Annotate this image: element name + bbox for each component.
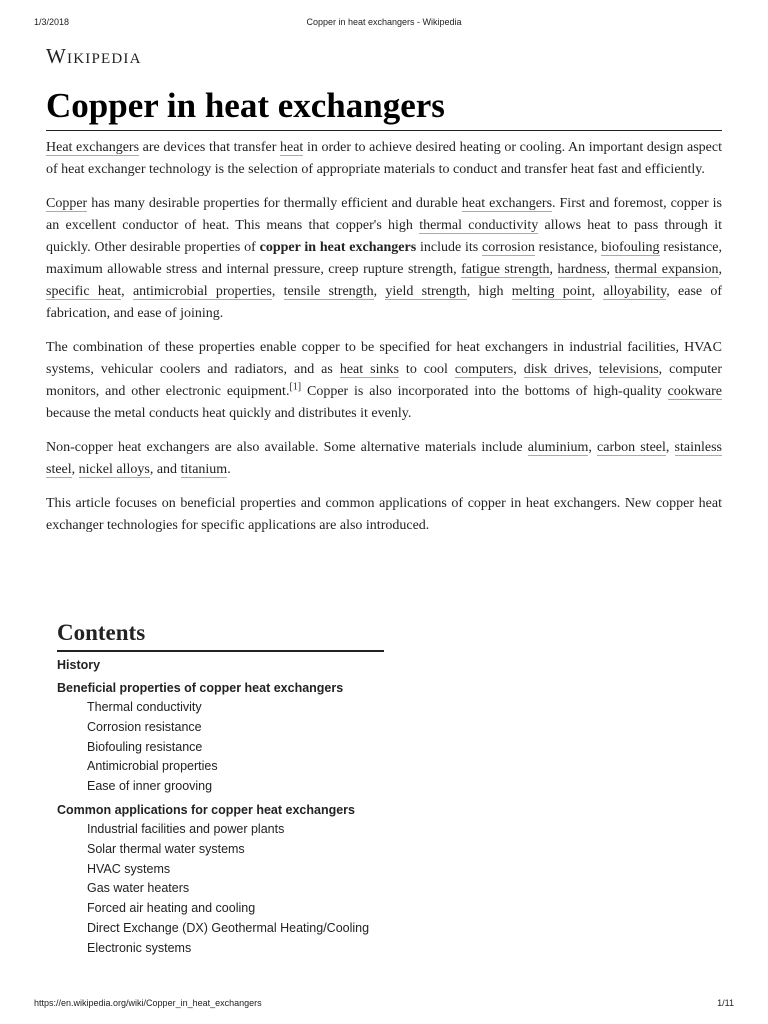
- link-thermal-expansion[interactable]: thermal expansion: [614, 262, 719, 277]
- text: allows heat to pass through it quickly. Other desirable properties of: [46, 218, 723, 255]
- toc-item-common-applications[interactable]: Common applications for copper heat exchangers: [57, 802, 355, 817]
- text: ,: [665, 440, 675, 455]
- link-tensile-strength[interactable]: tensile strength: [283, 284, 374, 299]
- text: . First and foremost, copper is an excellent conductor of heat. This means that copper's high: [46, 196, 722, 233]
- link-corrosion[interactable]: corrosion: [481, 240, 535, 255]
- print-header: [34, 17, 734, 27]
- toc-subitem[interactable]: Corrosion resistance: [87, 719, 202, 734]
- toc-subitem[interactable]: Ease of inner grooving: [87, 779, 213, 794]
- print-page-number: 1/11: [717, 998, 734, 1008]
- link-titanium[interactable]: titanium: [180, 462, 228, 477]
- paragraph-alternatives: [46, 437, 722, 481]
- text: ,: [121, 284, 133, 299]
- link-antimicrobial-properties[interactable]: antimicrobial properties: [132, 284, 272, 299]
- toc-subitem[interactable]: Direct Exchange (DX) Geothermal Heating/Cooling: [87, 920, 370, 935]
- toc-subitem[interactable]: Antimicrobial properties: [87, 759, 218, 774]
- print-footer: [34, 998, 734, 1008]
- link-heat-sinks[interactable]: heat sinks: [339, 362, 399, 377]
- text: include its: [416, 240, 482, 255]
- text: The combination of these properties enable copper to be specified for heat exchangers in industrial facilities, HVAC systems, vehicular coolers and radiators, and as: [46, 340, 722, 377]
- text: ,: [513, 362, 524, 377]
- text: , ease of fabrication, and ease of joining.: [46, 284, 723, 321]
- text: resistance, maximum allowable stress and internal pressure, creep rupture strength,: [46, 240, 722, 277]
- link-aluminium[interactable]: aluminium: [527, 440, 589, 455]
- text: , and: [149, 462, 181, 477]
- link-yield-strength[interactable]: yield strength: [385, 284, 467, 299]
- bold-term: copper in heat exchangers: [259, 240, 417, 255]
- toc-subitem[interactable]: Electronic systems: [87, 940, 192, 955]
- toc-item-beneficial-properties[interactable]: Beneficial properties of copper heat exchangers: [57, 681, 344, 695]
- print-date: 1/3/2018: [34, 17, 70, 27]
- text: Copper is also incorporated into the bottoms of high-quality: [301, 384, 668, 399]
- text: .: [227, 462, 231, 477]
- text: in order to achieve desired heating or cooling. An important design aspect of heat exchanger technology is the selection of appropriate materials to conduct and transfer heat fast and efficiently.: [46, 140, 722, 177]
- text: because the metal conducts heat quickly and distributes it evenly.: [46, 406, 412, 421]
- text: This article focuses on beneficial properties and common applications of copper in heat exchangers. New copper heat exchanger technologies for specific applications are also introduced.: [46, 496, 722, 533]
- link-biofouling[interactable]: biofouling: [601, 240, 660, 255]
- link-thermal-conductivity[interactable]: thermal conductivity: [419, 218, 539, 233]
- text: , high: [466, 284, 512, 299]
- text: ,: [549, 262, 558, 277]
- link-nickel-alloys[interactable]: nickel alloys: [78, 462, 150, 477]
- link-specific-heat[interactable]: specific heat: [46, 284, 122, 299]
- paragraph-intro: [46, 137, 722, 181]
- print-url: https://en.wikipedia.org/wiki/Copper_in_heat_exchangers: [34, 998, 262, 1008]
- text: ,: [71, 462, 79, 477]
- link-televisions[interactable]: televisions: [598, 362, 659, 377]
- toc-subitem[interactable]: HVAC systems: [87, 861, 171, 876]
- toc-subitem[interactable]: Solar thermal water systems: [87, 841, 245, 856]
- page-title: Copper in heat exchangers: [46, 86, 722, 131]
- link-cookware[interactable]: cookware: [667, 384, 722, 399]
- link-melting-point[interactable]: melting point: [511, 284, 592, 299]
- text: , computer monitors, and other electronic equipment.: [46, 362, 723, 399]
- text: ,: [591, 284, 604, 299]
- text: ,: [588, 440, 598, 455]
- link-heat-exchangers[interactable]: Heat exchangers: [46, 140, 140, 155]
- text: ,: [271, 284, 284, 299]
- toc-subitem[interactable]: Biofouling resistance: [87, 739, 203, 754]
- text: are devices that transfer: [139, 140, 280, 155]
- link-computers[interactable]: computers: [454, 362, 514, 377]
- link-hardness[interactable]: hardness: [557, 262, 607, 277]
- paragraph-applications: [46, 337, 722, 425]
- link-heat-exchangers-2[interactable]: heat exchangers: [461, 196, 553, 211]
- toc-item-history[interactable]: History: [57, 658, 101, 672]
- text: to cool: [398, 362, 455, 377]
- toc-subitem[interactable]: Gas water heaters: [87, 881, 190, 896]
- paragraph-scope: [46, 493, 722, 537]
- print-page-title: Copper in heat exchangers - Wikipedia: [306, 17, 462, 27]
- text: ,: [606, 262, 615, 277]
- paragraph-properties: [46, 193, 722, 325]
- toc-subitem[interactable]: Forced air heating and cooling: [87, 901, 256, 916]
- link-heat[interactable]: heat: [279, 140, 304, 155]
- toc-subitem[interactable]: Industrial facilities and power plants: [87, 821, 285, 836]
- link-copper[interactable]: Copper: [46, 196, 88, 211]
- toc-subitem[interactable]: Thermal conductivity: [87, 700, 202, 714]
- link-fatigue-strength[interactable]: fatigue strength: [461, 262, 550, 277]
- text: ,: [718, 262, 723, 277]
- toc-list: [57, 656, 384, 959]
- article-body: [46, 137, 722, 549]
- text: ,: [588, 362, 599, 377]
- toc-title: Contents: [57, 620, 384, 652]
- reference-1[interactable]: [1]: [289, 381, 302, 393]
- link-alloyability[interactable]: alloyability: [603, 284, 667, 299]
- text: Non-copper heat exchangers are also available. Some alternative materials include: [46, 440, 528, 455]
- text: resistance,: [534, 240, 602, 255]
- text: ,: [373, 284, 386, 299]
- link-disk-drives[interactable]: disk drives: [523, 362, 589, 377]
- link-stainless-steel[interactable]: stainless steel: [46, 440, 722, 477]
- table-of-contents: [57, 620, 384, 959]
- text: has many desirable properties for thermally efficient and durable: [87, 196, 462, 211]
- wikipedia-wordmark[interactable]: Wikipedia: [46, 44, 142, 68]
- link-carbon-steel[interactable]: carbon steel: [597, 440, 666, 455]
